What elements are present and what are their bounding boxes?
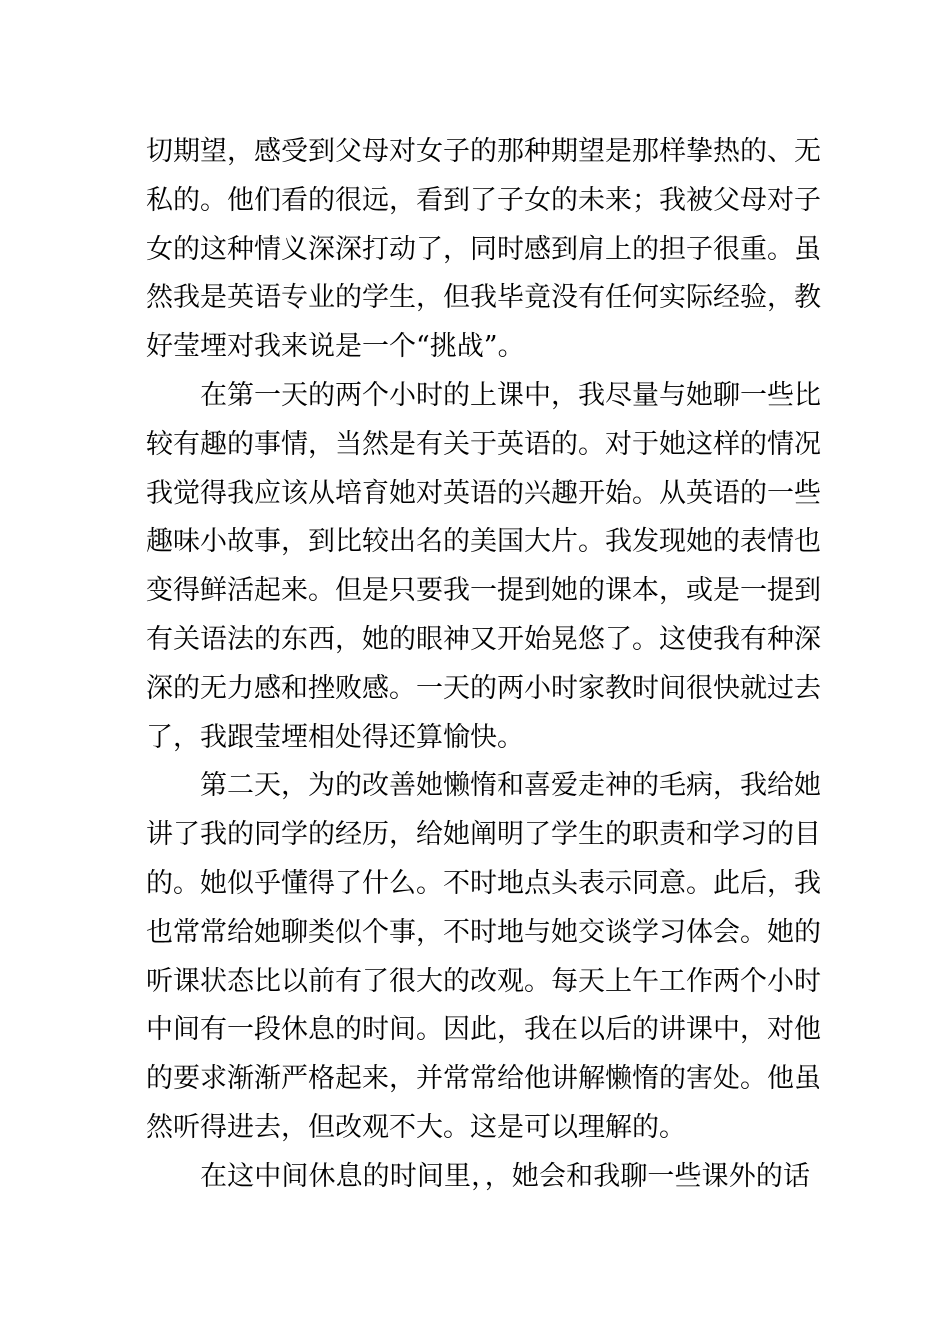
text-line: 有关语法的东西，她的眼神又开始晃悠了。这使我有种深 bbox=[146, 623, 821, 655]
text-line: 听课状态比以前有了很大的改观。每天上午工作两个小时 bbox=[146, 965, 821, 997]
text-line: 了，我跟莹堙相处得还算愉快。 bbox=[146, 721, 524, 753]
text-line: 变得鲜活起来。但是只要我一提到她的课本，或是一提到 bbox=[146, 575, 821, 607]
text-line: 也常常给她聊类似个事，不时地与她交谈学习体会。她的 bbox=[146, 916, 821, 948]
body-text bbox=[146, 128, 821, 1202]
text-line: 趣味小故事，到比较出名的美国大片。我发现她的表情也 bbox=[146, 526, 821, 558]
text-line: 切期望，感受到父母对女子的那种期望是那样挚热的、无 bbox=[146, 136, 821, 167]
text-line: 好莹堙对我来说是一个“挑战”。 bbox=[146, 331, 525, 363]
text-line: 然听得进去，但改观不大。这是可以理解的。 bbox=[146, 1111, 686, 1143]
text-line: 中间有一段休息的时间。因此，我在以后的讲课中，对他 bbox=[146, 1014, 821, 1046]
text-line: 在这中间休息的时间里，，她会和我聊一些课外的话 bbox=[200, 1160, 810, 1192]
paragraph-2 bbox=[146, 372, 821, 762]
text-line: 较有趣的事情，当然是有关于英语的。对于她这样的情况 bbox=[146, 428, 821, 460]
text-line: 女的这种情义深深打动了，同时感到肩上的担子很重。虽 bbox=[146, 233, 821, 265]
text-line: 在第一天的两个小时的上课中，我尽量与她聊一些比 bbox=[200, 379, 821, 411]
text-line: 第二天，为的改善她懒惰和喜爱走神的毛病，我给她 bbox=[200, 770, 821, 802]
paragraph-3 bbox=[146, 762, 821, 1152]
text-line: 私的。他们看的很远，看到了子女的未来；我被父母对子 bbox=[146, 184, 821, 216]
text-line: 讲了我的同学的经历，给她阐明了学生的职责和学习的目 bbox=[146, 819, 821, 851]
text-line: 我觉得我应该从培育她对英语的兴趣开始。从英语的一些 bbox=[146, 477, 821, 509]
text-line: 深的无力感和挫败感。一天的两小时家教时间很快就过去 bbox=[146, 672, 821, 704]
paragraph-4 bbox=[146, 1153, 810, 1202]
paragraph-1 bbox=[146, 128, 821, 372]
text-line: 的要求渐渐严格起来，并常常给他讲解懒惰的害处。他虽 bbox=[146, 1063, 821, 1095]
text-line: 的。她似乎懂得了什么。不时地点头表示同意。此后，我 bbox=[146, 867, 821, 899]
text-line: 然我是英语专业的学生，但我毕竟没有任何实际经验，教 bbox=[146, 282, 821, 314]
